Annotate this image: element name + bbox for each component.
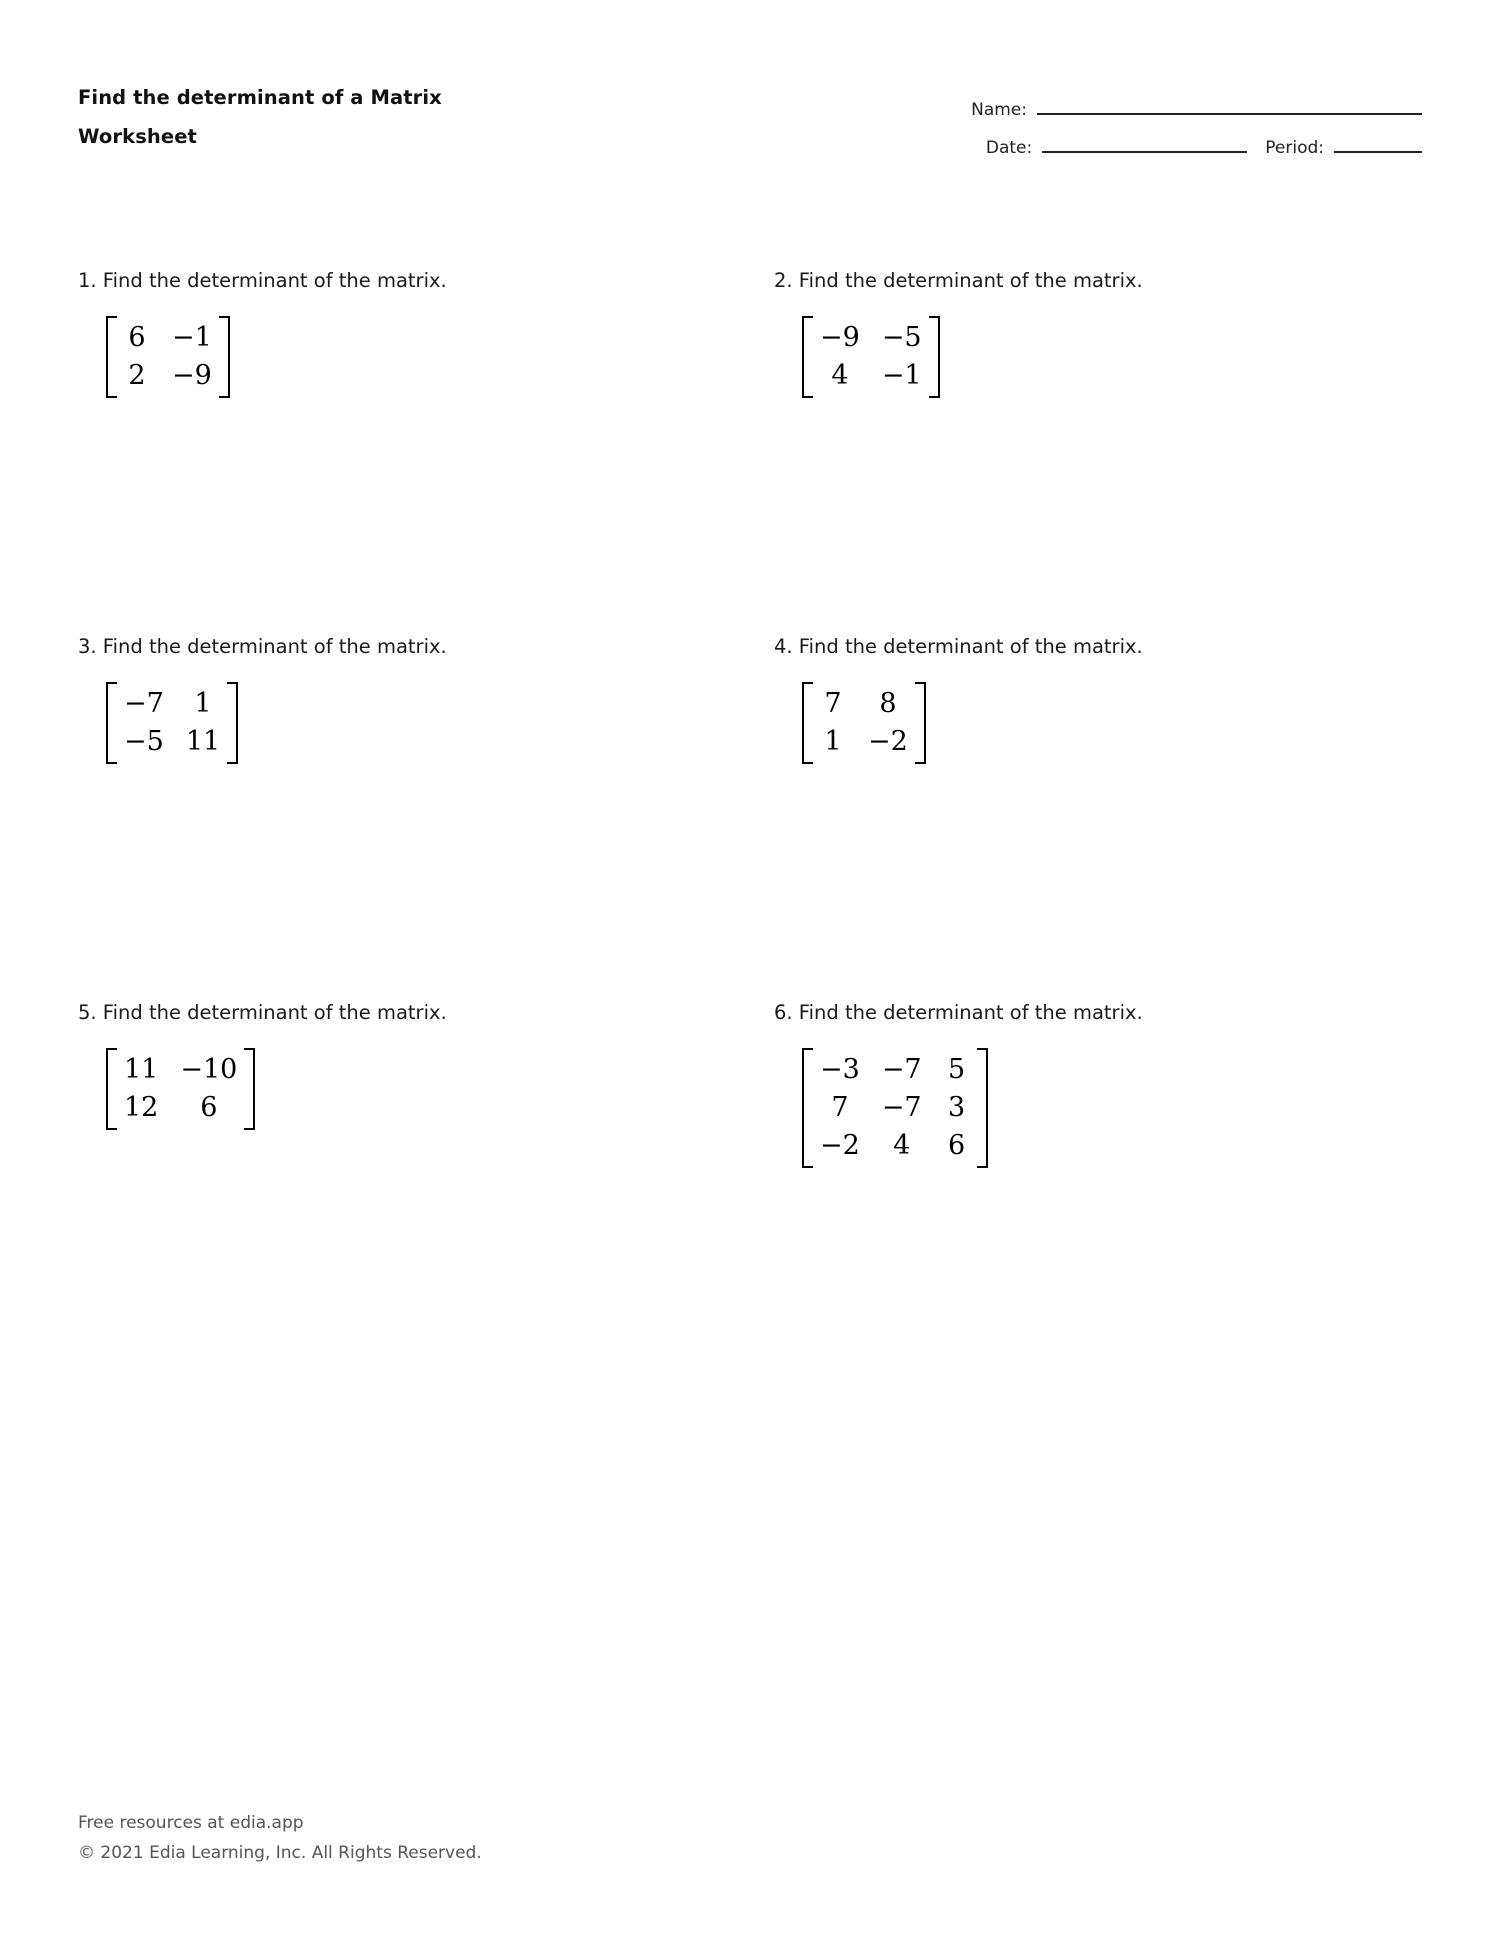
- matrix-cell: 12: [124, 1092, 159, 1123]
- worksheet-header: [78, 78, 1422, 168]
- problem-3: [78, 634, 750, 1000]
- problem-5-matrix: [106, 1048, 255, 1134]
- name-label: Name:: [971, 100, 1027, 120]
- problem-5-prompt: 5. Find the determinant of the matrix.: [78, 1001, 447, 1024]
- matrix-cell: −7: [124, 688, 164, 719]
- footer-copyright-text: © 2021 Edia Learning, Inc. All Rights Reserved.: [78, 1843, 482, 1863]
- matrix-cell: 3: [948, 1092, 966, 1123]
- footer-resources-text: Free resources at edia.app: [78, 1813, 304, 1833]
- title-line-2: Worksheet: [78, 125, 197, 148]
- problems-grid: [78, 268, 1422, 1366]
- matrix-bracket-right: [977, 1048, 988, 1168]
- matrix-bracket-right: [227, 682, 238, 764]
- matrix-cell: −1: [172, 322, 212, 353]
- problem-4-prompt: 4. Find the determinant of the matrix.: [774, 635, 1143, 658]
- matrix-bracket-left: [802, 1048, 813, 1168]
- matrix-bracket-left: [106, 316, 117, 398]
- matrix-cell: −5: [881, 322, 922, 353]
- date-label: Date:: [985, 138, 1033, 158]
- matrix-cell: −9: [172, 360, 212, 391]
- problem-6-matrix: [802, 1048, 988, 1172]
- matrix-cell: −7: [881, 1054, 922, 1085]
- problem-1-prompt: 1. Find the determinant of the matrix.: [78, 269, 447, 292]
- matrix-bracket-right: [244, 1048, 255, 1130]
- worksheet-footer: [78, 1808, 482, 1868]
- matrix-bracket-right: [929, 316, 940, 398]
- problem-row-2: [78, 634, 1422, 1000]
- period-input-line[interactable]: [1334, 151, 1422, 153]
- matrix-cell: −7: [881, 1092, 922, 1123]
- matrix-bracket-right: [915, 682, 926, 764]
- matrix-cell: 8: [879, 688, 897, 719]
- problem-row-3: [78, 1000, 1422, 1366]
- matrix-cell: 4: [893, 1130, 911, 1161]
- matrix-cell: 1: [824, 726, 842, 757]
- matrix-cell: −10: [180, 1054, 238, 1085]
- matrix-cell: −5: [124, 726, 164, 757]
- problem-4: [750, 634, 1422, 1000]
- matrix-cell: 6: [128, 322, 146, 353]
- problem-2-prompt: 2. Find the determinant of the matrix.: [774, 269, 1143, 292]
- matrix-cell: 6: [948, 1130, 966, 1161]
- matrix-cell: 2: [128, 360, 146, 391]
- page-title: [78, 78, 638, 156]
- matrix-cell: 5: [948, 1054, 966, 1085]
- problem-3-prompt: 3. Find the determinant of the matrix.: [78, 635, 447, 658]
- problem-5: [78, 1000, 750, 1366]
- matrix-cell: −2: [868, 726, 908, 757]
- problem-row-1: [78, 268, 1422, 634]
- matrix-bracket-left: [106, 682, 117, 764]
- title-line-1: Find the determinant of a Matrix: [78, 86, 442, 109]
- problem-2-matrix: [802, 316, 940, 402]
- matrix-bracket-left: [802, 316, 813, 398]
- problem-1-matrix: [106, 316, 230, 402]
- matrix-bracket-left: [802, 682, 813, 764]
- matrix-cell: 6: [200, 1092, 218, 1123]
- problem-1: [78, 268, 750, 634]
- problem-4-matrix: [802, 682, 926, 768]
- name-field-row: [922, 84, 1422, 122]
- matrix-cell: −3: [820, 1054, 860, 1085]
- matrix-cell: 4: [831, 360, 849, 391]
- problem-2: [750, 268, 1422, 634]
- matrix-cell: −1: [881, 360, 922, 391]
- matrix-bracket-left: [106, 1048, 117, 1130]
- matrix-cell: 1: [194, 688, 212, 719]
- problem-3-matrix: [106, 682, 238, 768]
- problem-6: [750, 1000, 1422, 1366]
- matrix-cell: −2: [820, 1130, 860, 1161]
- matrix-cell: 7: [824, 688, 842, 719]
- matrix-cell: 11: [124, 1054, 159, 1085]
- matrix-cell: −9: [820, 322, 860, 353]
- name-input-line[interactable]: [1037, 113, 1422, 115]
- date-input-line[interactable]: [1042, 151, 1247, 153]
- problem-6-prompt: 6. Find the determinant of the matrix.: [774, 1001, 1143, 1024]
- student-info-block: [922, 84, 1422, 160]
- date-period-field-row: [922, 122, 1422, 160]
- matrix-bracket-right: [219, 316, 230, 398]
- matrix-cell: 11: [185, 726, 221, 757]
- matrix-cell: 7: [831, 1092, 849, 1123]
- period-label: Period:: [1265, 138, 1324, 158]
